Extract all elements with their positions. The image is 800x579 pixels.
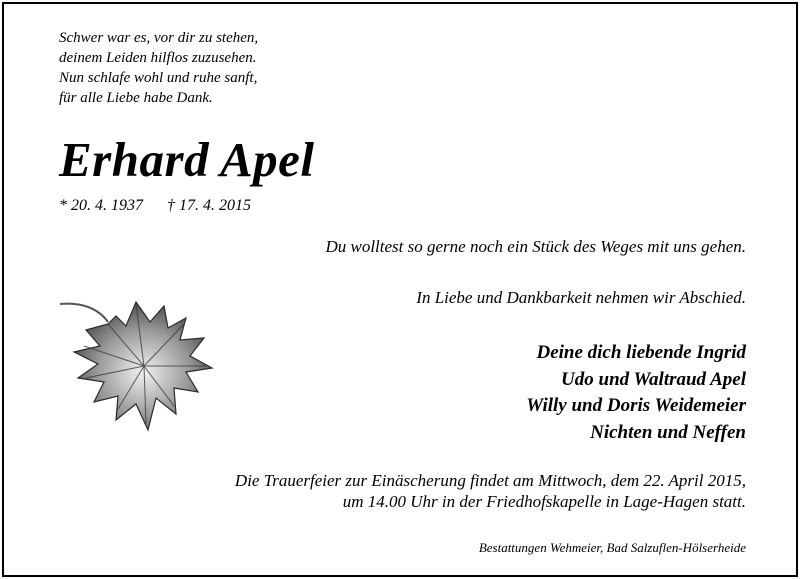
service-line: Die Trauerfeier zur Einäscherung findet am Mittwoch, dem 22. April 2015, bbox=[234, 471, 746, 490]
death-date: † 17. 4. 2015 bbox=[167, 197, 251, 214]
mourners-list bbox=[526, 340, 746, 446]
poem-line: Nun schlafe wohl und ruhe sanft, bbox=[59, 70, 258, 86]
poem-line: Schwer war es, vor dir zu stehen, bbox=[59, 30, 259, 46]
poem bbox=[59, 28, 258, 108]
obituary-card bbox=[2, 2, 798, 577]
farewell-text: In Liebe und Dankbarkeit nehmen wir Abschied. bbox=[416, 288, 746, 307]
mourner: Deine dich liebende Ingrid bbox=[536, 342, 746, 363]
poem-line: für alle Liebe habe Dank. bbox=[59, 90, 213, 106]
service-announcement bbox=[235, 471, 746, 512]
mourner: Nichten und Neffen bbox=[590, 421, 746, 443]
birth-date: * 20. 4. 1937 bbox=[59, 197, 143, 214]
service-line: um 14.00 Uhr in der Friedhofskapelle in Lage-Hagen statt. bbox=[342, 491, 746, 511]
maple-leaf-icon bbox=[56, 294, 236, 434]
life-dates bbox=[59, 196, 251, 216]
poem-line: deinem Leiden hilflos zuzusehen. bbox=[59, 50, 257, 66]
undertaker-credit: Bestattungen Wehmeier, Bad Salzuflen-Hölserheide bbox=[478, 540, 746, 555]
mourner: Udo und Waltraud Apel bbox=[561, 368, 746, 390]
quote-text: Du wolltest so gerne noch ein Stück des Weges mit uns gehen. bbox=[325, 237, 746, 256]
deceased-name: Erhard Apel bbox=[59, 132, 315, 187]
mourner: Willy und Doris Weidemeier bbox=[526, 395, 746, 416]
